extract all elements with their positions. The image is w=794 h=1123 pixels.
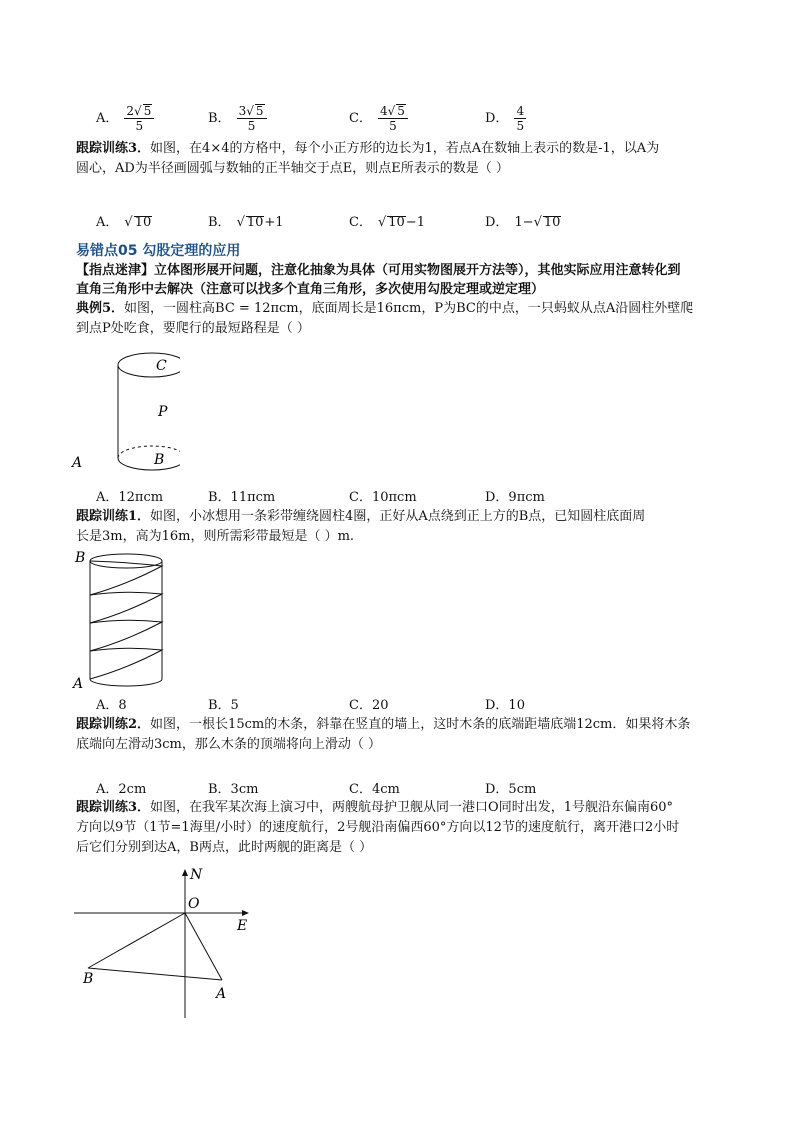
example5-option-c[interactable]: C．10πcm — [349, 490, 417, 505]
track3a-question-line2: 圆心，AD为半径画圆弧与数轴的正半轴交于点E，则点E所表示的数是（ ） — [76, 161, 509, 176]
spiral-ribbon-3 — [90, 592, 162, 623]
track3b-question-line3: 后它们分别到达A，B两点，此时两舰的距离是（ ） — [76, 840, 373, 855]
prev-options-row — [96, 100, 736, 136]
label-b: B — [154, 452, 165, 468]
track3a-question-line1: 跟踪训练3．如图，在4×4的方格中，每个小正方形的边长为1，若点A在数轴上表示的数是-1，以A为 — [76, 141, 660, 156]
track3a-option-d[interactable]: D． 1−√ 10 — [485, 215, 561, 230]
example5-option-a[interactable]: A．12πcm — [96, 490, 164, 505]
track3a-option-a[interactable]: A． √ 10 — [96, 215, 152, 230]
track1-option-d[interactable]: D．10 — [485, 698, 525, 713]
section-heading: 易错点05 勾股定理的应用 — [76, 243, 241, 259]
compass-figure — [70, 860, 270, 1025]
track1-option-c[interactable]: C．20 — [349, 698, 389, 713]
cylinder-top-ellipse — [118, 353, 180, 377]
cylinder-figure — [70, 345, 180, 480]
prev-option-b[interactable]: B． $\frac{3√ 5}{5}$ — [208, 104, 267, 133]
label-b: B — [83, 971, 94, 987]
label-p: P — [158, 404, 168, 420]
cylinder-bottom-back — [118, 446, 180, 458]
cylinder-bottom-front — [118, 458, 180, 470]
track1-option-b[interactable]: B．5 — [208, 698, 239, 713]
track1-question-line2: 长是3m，高为16m，则所需彩带最短是（ ）m. — [76, 529, 355, 544]
spiral-cylinder-figure — [70, 548, 190, 693]
track2-question-line1: 跟踪训练2．如图，一根长15cm的木条，斜靠在竖直的墙上，这时木条的底端距墙底端12cm．如果将木条 — [76, 717, 691, 732]
example5-options-row — [96, 486, 736, 506]
prev-option-a[interactable]: A． $\frac{2√ 5}{5}$ — [96, 104, 154, 133]
track2-question-line2: 底端向左滑动3cm，那么木条的顶端将向上滑动（ ） — [76, 737, 382, 752]
label-o: O — [188, 896, 200, 912]
label-c: C — [156, 358, 167, 374]
label-a: A — [73, 676, 84, 692]
tip-line1: 【指点迷津】立体图形展开问题，注意化抽象为具体（可用实物图展开方法等），其他实际应用注意转化到 — [76, 263, 681, 278]
track2-option-d[interactable]: D．5cm — [485, 782, 537, 797]
prev-option-c[interactable]: C． $\frac{4√ 5}{5}$ — [349, 104, 408, 133]
track2-option-c[interactable]: C．4cm — [349, 782, 400, 797]
track2-option-a[interactable]: A．2cm — [96, 782, 147, 797]
track3b-question-line1: 跟踪训练3．如图，在我军某次海上演习中，两艘航母护卫舰从同一港口O同时出发，1号舰沿东偏南60° — [76, 800, 674, 815]
spiral-bottom-ellipse — [90, 679, 162, 686]
track1-option-a[interactable]: A．8 — [96, 698, 127, 713]
example5-option-b[interactable]: B．11πcm — [208, 490, 276, 505]
spiral-ribbon-2 — [90, 620, 162, 651]
track3b-question-line2: 方向以9节（1节=1海里/小时）的速度航行，2号舰沿南偏西60°方向以12节的速度航行，离开港口2小时 — [76, 820, 680, 835]
tip-line2: 直角三角形中去解决（注意可以找多个直角三角形，多次使用勾股定理或逆定理） — [76, 282, 545, 297]
label-n: N — [190, 867, 203, 883]
track3a-option-c[interactable]: C． √ 10−1 — [349, 215, 425, 230]
track1-question-line1: 跟踪训练1．如图，小冰想用一条彩带缠绕圆柱4圈，正好从A点绕到正上方的B点，已知圆柱底面周 — [76, 509, 646, 524]
label-e: E — [237, 918, 248, 934]
example5-question-line1: 典例5．如图，一圆柱高BC = 12πcm，底面周长是16πcm，P为BC的中点，一只蚂蚁从点A沿圆柱外壁爬 — [76, 301, 694, 316]
spiral-ribbon-1 — [90, 648, 162, 679]
segment-ab — [88, 968, 222, 980]
segment-ob — [88, 913, 185, 968]
track2-options-row — [96, 778, 736, 798]
prev-option-d[interactable]: D． $\frac{4}{5}$ — [485, 104, 525, 133]
track3a-option-b[interactable]: B． √ 10+1 — [208, 215, 284, 230]
track1-options-row — [96, 694, 736, 714]
track2-option-b[interactable]: B．3cm — [208, 782, 259, 797]
label-a: A — [216, 986, 227, 1002]
label-a: A — [72, 455, 83, 471]
label-b: B — [75, 550, 86, 566]
example5-option-d[interactable]: D．9πcm — [485, 490, 545, 505]
track3a-options-row — [96, 211, 736, 231]
example5-question-line2: 到点P处吃食，要爬行的最短路程是（ ） — [76, 321, 310, 336]
segment-oa — [185, 913, 222, 980]
